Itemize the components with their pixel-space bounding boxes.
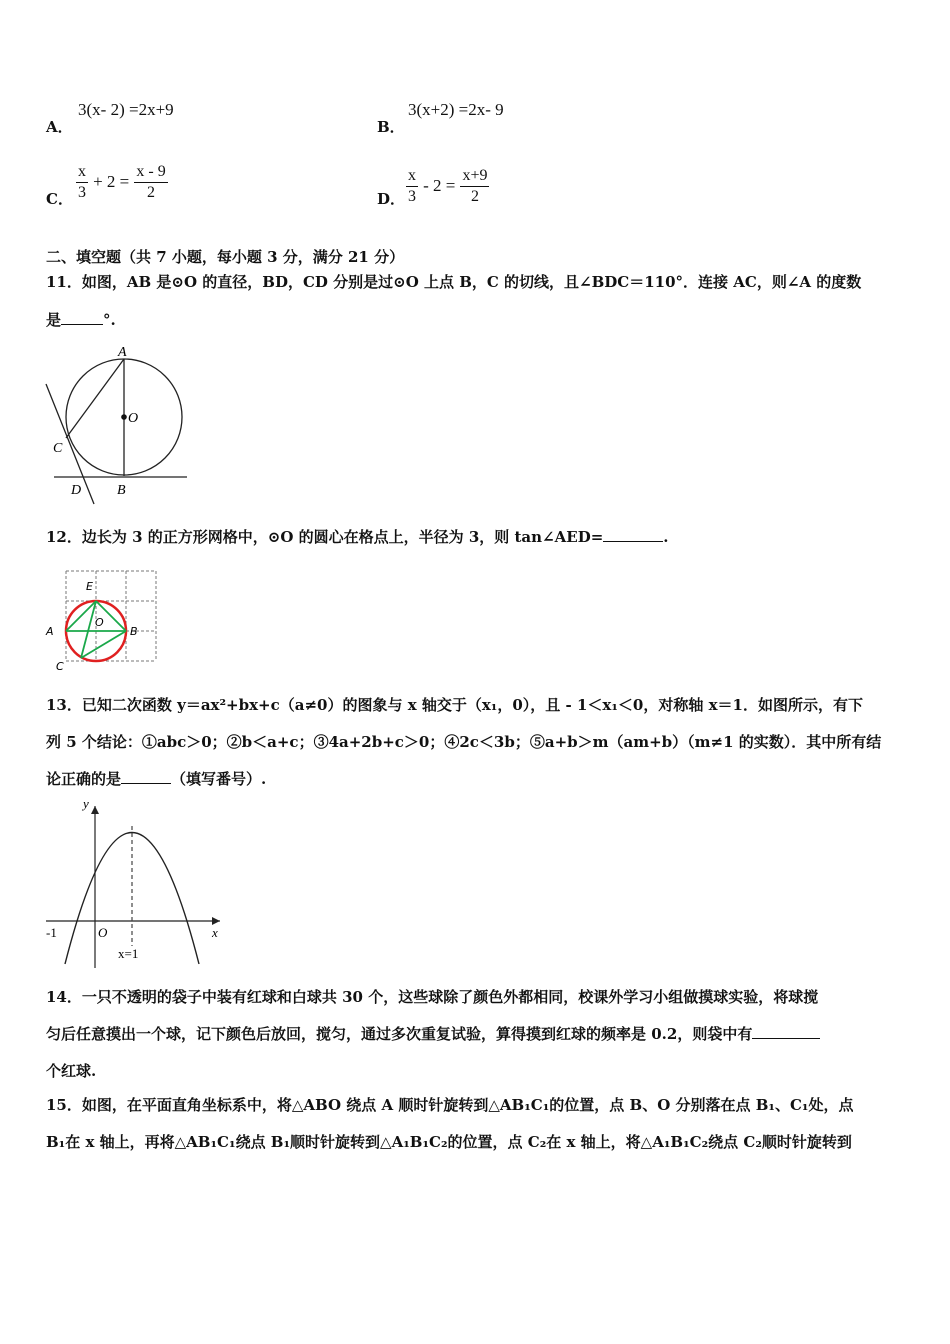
q11-label-o: O [128,411,139,426]
q12-label-a: A [46,625,54,638]
q13-label-o: O [98,925,108,940]
frac-numerator: x [406,166,418,187]
q11-line1: 11．如图，AB 是⊙O 的直径，BD，CD 分别是过⊙O 上点 B，C 的切线，且∠BDC＝110°．连接 AC，则∠A 的度数 [46,273,862,291]
q13-y-arrow [91,806,99,814]
q11-answer-blank[interactable] [61,310,103,325]
option-c-mid: + 2 = [93,172,130,191]
q11-label-d: D [71,483,82,498]
frac-numerator: x - 9 [134,162,167,183]
q13-line3 [46,768,266,789]
option-a-equation: 3(x- 2) =2x+9 [78,100,174,119]
option-d-mid: - 2 = [423,176,456,195]
q13-line3-post: （填写番号）. [171,770,267,788]
frac-numerator: x+9 [460,166,489,187]
q12-line [46,526,669,547]
q14-line3: 个红球. [46,1062,97,1080]
q13-line2: 列 5 个结论：①abc＞0；②b＜a+c；③4a+2b+c＞0；④2c＜3b；⑤a+b＞m（am+b）（m≠1 的实数）．其中所有结 [46,733,882,751]
q11-line2-pre: 是 [46,311,62,329]
q13-line1: 13．已知二次函数 y＝ax²+bx+c（a≠0）的图象与 x 轴交于（x₁，0），且 - 1＜x₁＜0，对称轴 x＝1．如图所示，有下 [46,696,863,714]
frac-denominator: 3 [78,184,86,201]
q12-text-pre: 12．边长为 3 的正方形网格中，⊙O 的圆心在格点上，半径为 3，则 tan∠AED= [46,528,604,546]
option-c-fraction-right [134,162,167,203]
q11-label-c: C [53,441,63,456]
q15-line2: B₁在 x 轴上，再将△AB₁C₁绕点 B₁顺时针旋转到△A₁B₁C₂的位置，点 C₂在 x 轴上，将△A₁B₁C₂绕点 C₂顺时针旋转到 [46,1133,852,1151]
option-b-label: B． [377,118,405,136]
option-d-fraction-left [406,166,418,207]
q13-line3-pre: 论正确的是 [46,770,122,788]
q13-label-y: y [83,796,89,811]
q13-figure [40,796,230,972]
q13-label-x: x [212,925,218,940]
option-c-fraction-left [76,162,88,203]
frac-denominator: 2 [147,184,156,201]
q11-chord-ac [66,359,124,438]
option-c-label: C． [46,190,73,208]
q14-line2-text: 匀后任意摸出一个球，记下颜色后放回，搅匀，通过多次重复试验，算得摸到红球的频率是 0.2，则袋中有 [46,1025,753,1043]
q11-figure [44,340,194,510]
frac-numerator: x [76,162,88,183]
q11-line2 [46,309,116,330]
q12-answer-blank[interactable] [603,527,663,542]
option-d-label: D． [377,190,406,208]
option-b-equation: 3(x+2) =2x- 9 [408,100,504,119]
q11-center-dot [121,414,127,420]
q15-line1: 15．如图，在平面直角坐标系中，将△ABO 绕点 A 顺时针旋转到△AB₁C₁的位置，点 B、O 分别落在点 B₁、C₁处，点 [46,1096,854,1114]
frac-denominator: 2 [470,188,479,205]
q14-answer-blank[interactable] [752,1024,820,1039]
q12-text-post: . [663,528,669,546]
section-title: 二、填空题（共 7 小题，每小题 3 分，满分 21 分） [46,248,405,266]
q14-line1: 14．一只不透明的袋子中装有红球和白球共 30 个，这些球除了颜色外都相同，校课外学习小组做摸球实验，将球搅 [46,988,819,1006]
q11-label-a: A [118,345,127,360]
q12-label-o: O [95,616,104,629]
q13-x-arrow [212,917,220,925]
q12-label-e: E [86,580,93,593]
option-a-label: A． [46,118,73,136]
q13-label-neg1: -1 [46,925,57,940]
option-d-fraction-right [460,166,489,207]
q13-label-axis: x=1 [118,946,139,961]
option-c-equation [76,162,168,203]
option-d-equation [406,166,489,207]
q14-line2 [46,1023,820,1044]
q12-label-c: C [56,660,64,672]
q11-label-b: B [117,483,126,498]
q11-line2-post: °. [103,311,116,329]
frac-denominator: 3 [408,188,416,205]
q12-figure [44,566,164,672]
q13-answer-blank[interactable] [121,769,171,784]
q12-label-b: B [130,625,138,638]
